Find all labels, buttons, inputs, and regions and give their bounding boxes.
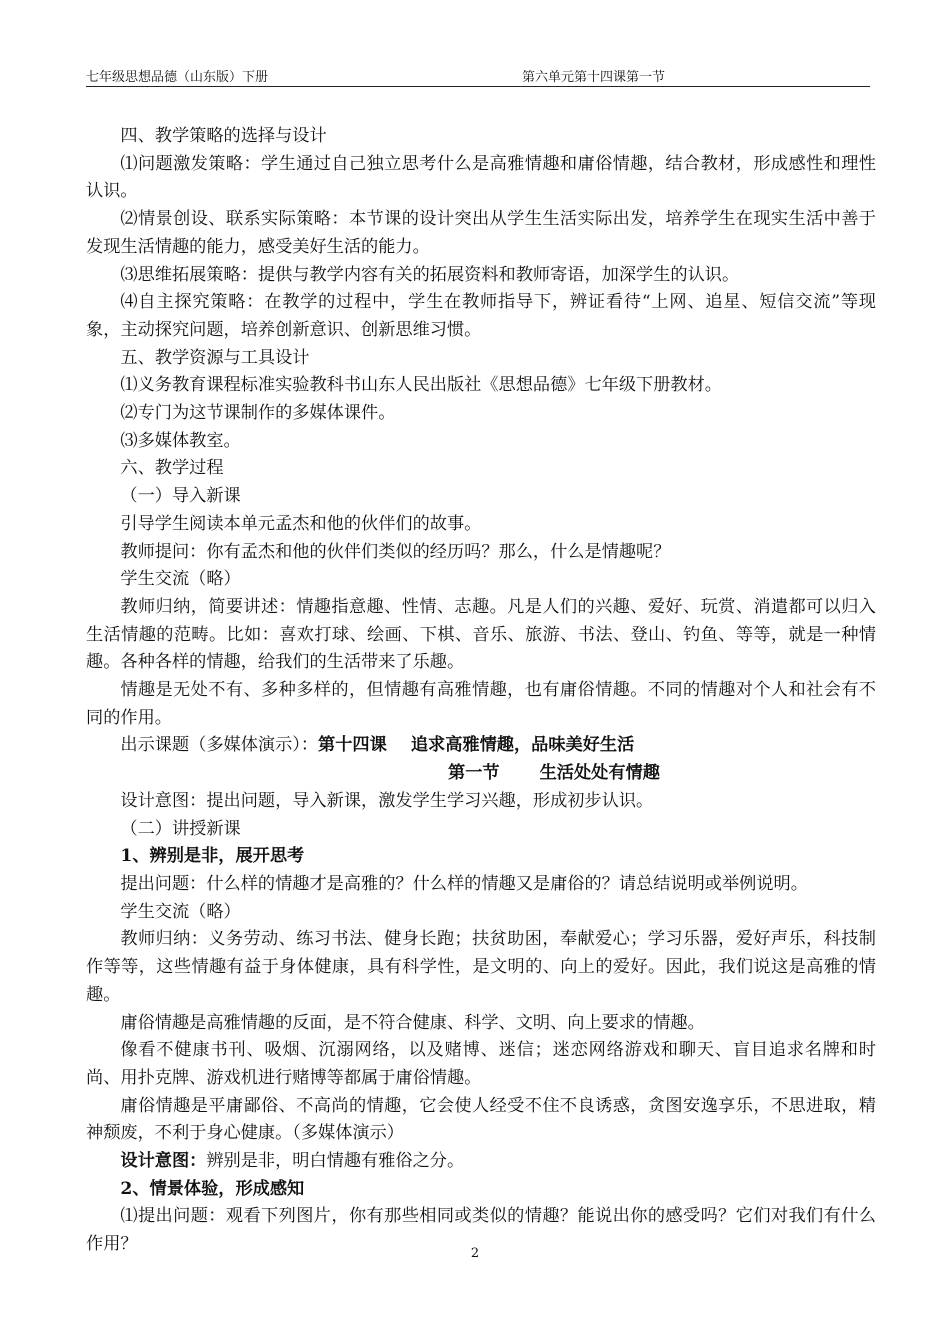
section-topic-line <box>86 760 876 788</box>
section-title: 生活处处有情趣 <box>539 763 660 784</box>
page-number: 2 <box>470 1246 480 1261</box>
section-6-title: 六、教学过程 <box>120 458 224 479</box>
section-number: 第一节 <box>448 763 500 784</box>
strategy-4: ⑷自主探究策略：在教学的过程中，学生在教师指导下，辨证看待“上网、追星、短信交流”等现象，主动探究问题，培养创新意识、创新思维习惯。 <box>86 292 876 340</box>
part1-vulgar-effects: 庸俗情趣是平庸鄙俗、不高尚的情趣，它会使人经受不住不良诱惑，贪图安逸享乐，不思进取，精神颓废，不利于身心健康。（多媒体演示） <box>86 1095 876 1144</box>
part1-design-intent <box>86 1148 876 1176</box>
part1-vulgar-examples: 像看不健康书刊、吸烟、沉溺网络，以及赌博、迷信；迷恋网络游戏和聊天、盲目追求名牌和时尚、用扑克牌、游戏机进行赌博等都属于庸俗情趣。 <box>86 1040 876 1088</box>
header-book-title: 七年级思想品德（山东版）下册 <box>86 70 269 85</box>
part1-vulgar-definition: 庸俗情趣是高雅情趣的反面，是不符合健康、科学、文明、向上要求的情趣。 <box>120 1012 705 1033</box>
part1-question: 提出问题：什么样的情趣才是高雅的？什么样的情趣又是庸俗的？请总结说明或举例说明。 <box>120 873 808 894</box>
design-intent-text: 辨别是非，明白情趣有雅俗之分。 <box>206 1151 465 1172</box>
resource-3: ⑶多媒体教室。 <box>120 430 241 451</box>
lesson-number: 第十四课 <box>318 735 387 756</box>
design-intent-label: 设计意图： <box>120 1151 207 1172</box>
strategy-3: ⑶思维拓展策略：提供与教学内容有关的拓展资料和教师寄语，加深学生的认识。 <box>120 264 740 285</box>
strategy-1: ⑴问题激发策略：学生通过自己独立思考什么是高雅情趣和庸俗情趣，结合教材，形成感性和理性认识。 <box>86 153 876 202</box>
subsection-1-title: （一）导入新课 <box>120 486 241 507</box>
intro-paragraph-1: 引导学生阅读本单元孟杰和他的伙伴们的故事。 <box>120 513 482 534</box>
subsection-2-title: （二）讲授新课 <box>120 818 241 839</box>
page-header <box>86 66 870 87</box>
heading-2: 2、情景体验，形成感知 <box>120 1178 305 1199</box>
section-5-title: 五、教学资源与工具设计 <box>120 347 310 368</box>
intro-paragraph-2: 教师提问：你有孟杰和他的伙伴们类似的经历吗？那么，什么是情趣呢？ <box>120 541 671 562</box>
section-4-title: 四、教学策略的选择与设计 <box>120 126 327 146</box>
part1-teacher-summary: 教师归纳：义务劳动、练习书法、健身长跑；扶贫助困，奉献爱心；学习乐器，爱好声乐，科技制作等等，这些情趣有益于身体健康，具有科学性，是文明的、向上的爱好。因此，我们说这是高雅的情趣。 <box>86 929 876 1005</box>
intro-paragraph-4: 教师归纳，简要讲述：情趣指意趣、性情、志趣。凡是人们的兴趣、爱好、玩赏、消遣都可以归入生活情趣的范畴。比如：喜欢打球、绘画、下棋、音乐、旅游、书法、登山、钓鱼、等等，就是一种情趣。各种各样的情趣，给我们的生活带来了乐趣。 <box>86 596 876 673</box>
document-body <box>86 123 876 1259</box>
header-chapter: 第六单元第十四课第一节 <box>522 70 666 85</box>
intro-design-intent: 设计意图：提出问题，导入新课，激发学生学习兴趣，形成初步认识。 <box>120 790 654 811</box>
part2-question: ⑴提出问题：观看下列图片，你有那些相同或类似的情趣？能说出你的感受吗？它们对我们有什么作用？ <box>86 1206 876 1255</box>
lesson-topic-line <box>86 732 876 760</box>
intro-paragraph-3: 学生交流（略） <box>120 569 241 590</box>
topic-prefix: 出示课题（多媒体演示）： <box>120 735 319 756</box>
part1-student-exchange: 学生交流（略） <box>120 901 241 922</box>
resource-1: ⑴义务教育课程标准实验教科书山东人民出版社《思想品德》七年级下册教材。 <box>120 375 722 396</box>
heading-1: 1、辨别是非，展开思考 <box>120 846 305 867</box>
strategy-2: ⑵情景创设、联系实际策略：本节课的设计突出从学生生活实际出发，培养学生在现实生活中善于发现生活情趣的能力，感受美好生活的能力。 <box>86 209 876 257</box>
resource-2: ⑵专门为这节课制作的多媒体课件。 <box>120 403 396 424</box>
intro-paragraph-5: 情趣是无处不有、多种多样的，但情趣有高雅情趣，也有庸俗情趣。不同的情趣对个人和社会有不同的作用。 <box>86 680 876 728</box>
lesson-title: 追求高雅情趣，品味美好生活 <box>410 735 635 756</box>
